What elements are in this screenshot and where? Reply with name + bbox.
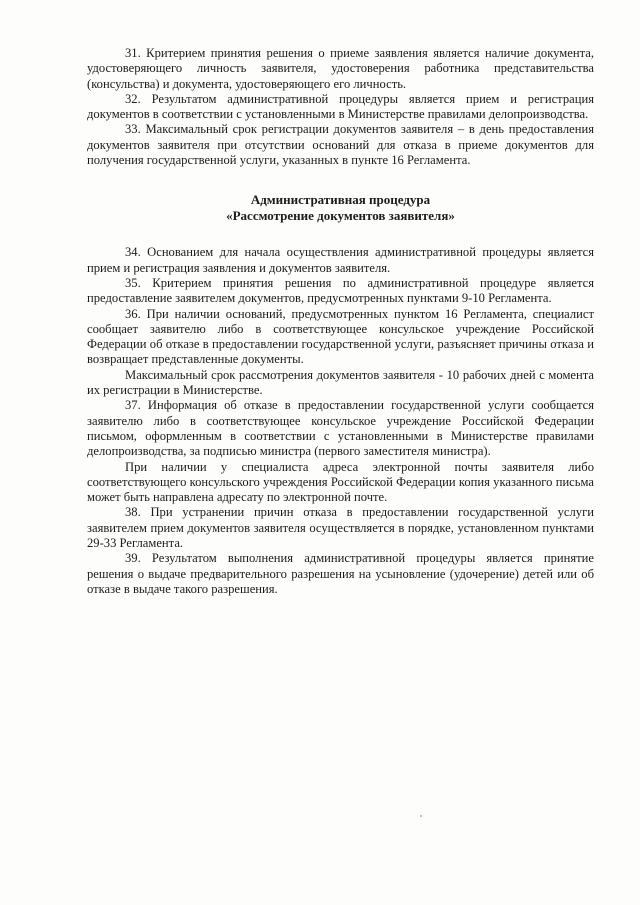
section-spacer xyxy=(87,224,594,245)
paragraph-33: 33. Максимальный срок регистрации документов заявителя – в день предоставления документов заявителя при отсутствии оснований для отказа в приеме документов для получения государственной услуги, указанных в пункте 16 Регламента. xyxy=(87,122,594,168)
paragraph-37-email: При наличии у специалиста адреса электронной почты заявителя либо соответствующего консульского учреждения Российской Федерации копия указанного письма может быть направлена адресату по электронной почте. xyxy=(87,459,594,505)
paragraph-32: 32. Результатом административной процедуры является прием и регистрация документов в соответствии с установленными в Министерстве правилами делопроизводства. xyxy=(87,91,594,122)
section-heading-line-1: Административная процедура xyxy=(250,192,431,208)
paragraph-34: 34. Основанием для начала осуществления административной процедуры является прием и регистрация заявления и документов заявителя. xyxy=(87,245,594,275)
section-heading xyxy=(87,192,594,224)
scan-speck xyxy=(420,815,422,817)
section-spacer xyxy=(87,168,594,192)
paragraph-36-term: Максимальный срок рассмотрения документов заявителя - 10 рабочих дней с момента их регистрации в Министерстве. xyxy=(87,367,594,398)
paragraph-35: 35. Критерием принятия решения по административной процедуре является предоставление заявителем документов, предусмотренных пунктами 9-10 Регламента. xyxy=(87,275,594,306)
paragraph-38: 38. При устранении причин отказа в предоставлении государственной услуги заявителем прием документов заявителя осуществляется в порядке, установленном пунктами 29-33 Регламента. xyxy=(87,505,594,551)
paragraph-36: 36. При наличии оснований, предусмотренных пунктом 16 Регламента, специалист сообщает заявителю либо в соответствующее консульское учреждение Российской Федерации об отказе в предоставлении государственной услуги, разъясняет причины отказа и возвращает представленные документы. xyxy=(87,306,594,367)
paragraph-31: 31. Критерием принятия решения о приеме заявления является наличие документа, удостоверяющего личность заявителя, удостоверения работника представительства (консульства) и документа, удостоверяющего его личность. xyxy=(87,46,594,91)
section-heading-line-2: «Рассмотрение документов заявителя» xyxy=(226,208,455,224)
paragraph-37: 37. Информация об отказе в предоставлении государственной услуги сообщается заявителю либо в соответствующее консульское учреждение Российской Федерации письмом, оформленным в соответствии с установленными в Министерстве правилами делопроизводства, за подписью министра (первого заместителя министра). xyxy=(87,398,594,459)
document-body xyxy=(87,46,594,597)
paragraph-39: 39. Результатом выполнения административной процедуры является принятие решения о выдаче предварительного разрешения на усыновление (удочерение) детей или об отказе в выдаче такого разрешения. xyxy=(87,551,594,596)
